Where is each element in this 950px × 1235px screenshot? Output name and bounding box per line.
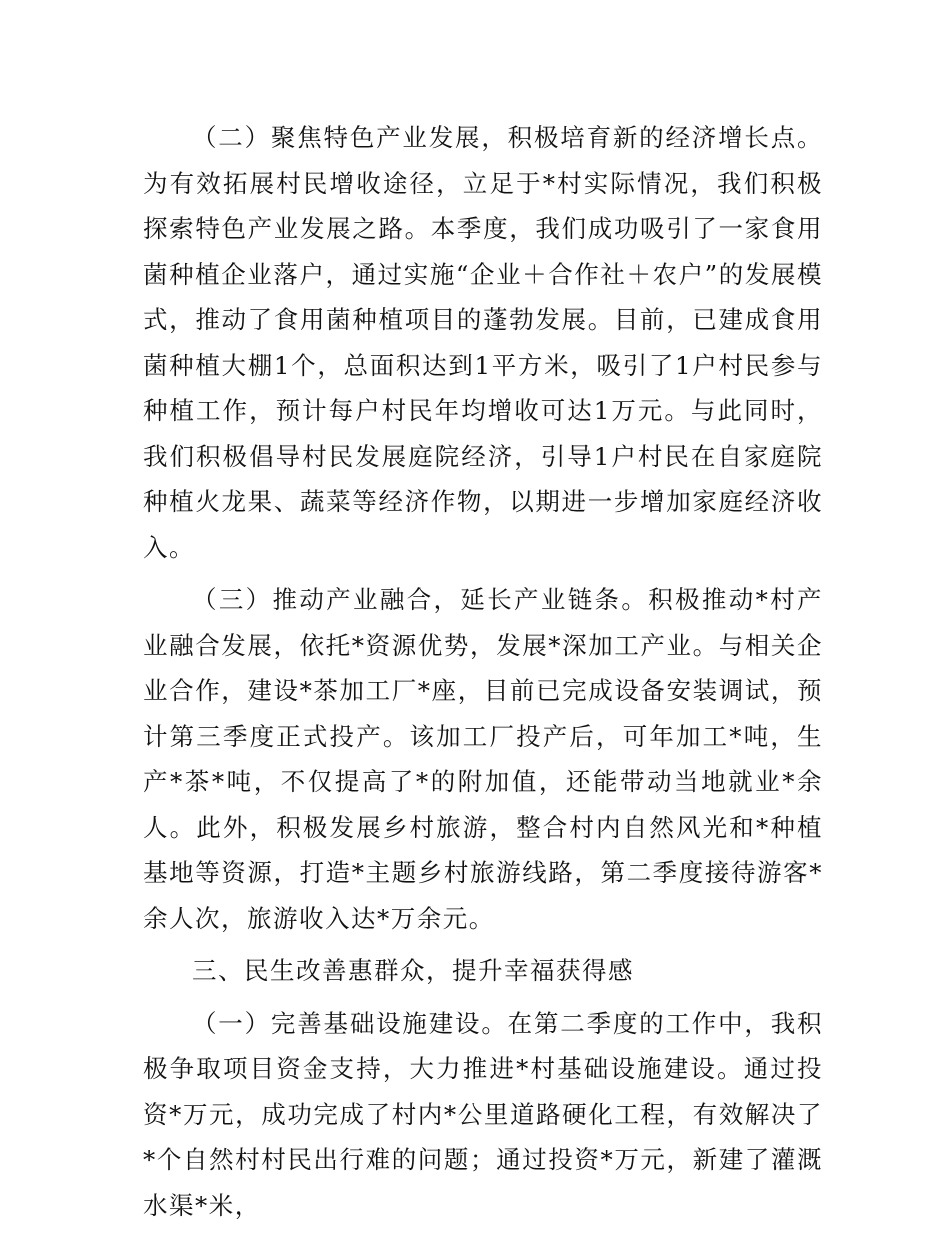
section-heading-livelihood: 三、民生改善惠群众，提升幸福获得感 [192,956,634,985]
paragraph-industry-integration: （三）推动产业融合，延长产业链条。积极推动*村产业融合发展，依托*资源优势，发展*深加工产业。与相关企业合作，建设*茶加工厂*座，目前已完成设备安装调试，预计第三季度正式投产。该加工厂投产后，可年加工*吨，生产*茶*吨，不仅提高了*的附加值，还能带动当地就业*余人。此外，积极发展乡村旅游，整合村内自然风光和*种植基地等资源，打造*主题乡村旅游线路，第二季度接待游客*余人次，旅游收入达*万余元。 [143,585,823,933]
paragraph-infrastructure: （一）完善基础设施建设。在第二季度的工作中，我积极争取项目资金支持，大力推进*村基础设施建设。通过投资*万元，成功完成了村内*公里道路硬化工程，有效解决了*个自然村村民出行难的问题；通过投资*万元，新建了灌溉水渠*米， [143,1008,823,1220]
paragraph-specialty-industry: （二）聚焦特色产业发展，积极培育新的经济增长点。为有效拓展村民增收途径，立足于*村实际情况，我们积极探索特色产业发展之路。本季度，我们成功吸引了一家食用菌种植企业落户，通过实施“企业＋合作社＋农户”的发展模式，推动了食用菌种植项目的蓬勃发展。目前，已建成食用菌种植大棚1个，总面积达到1平方米，吸引了1户村民参与种植工作，预计每户村民年均增收可达1万元。与此同时，我们积极倡导村民发展庭院经济，引导1户村民在自家庭院种植火龙果、蔬菜等经济作物，以期进一步增加家庭经济收入。 [143,123,823,562]
document-body [143,115,823,1235]
